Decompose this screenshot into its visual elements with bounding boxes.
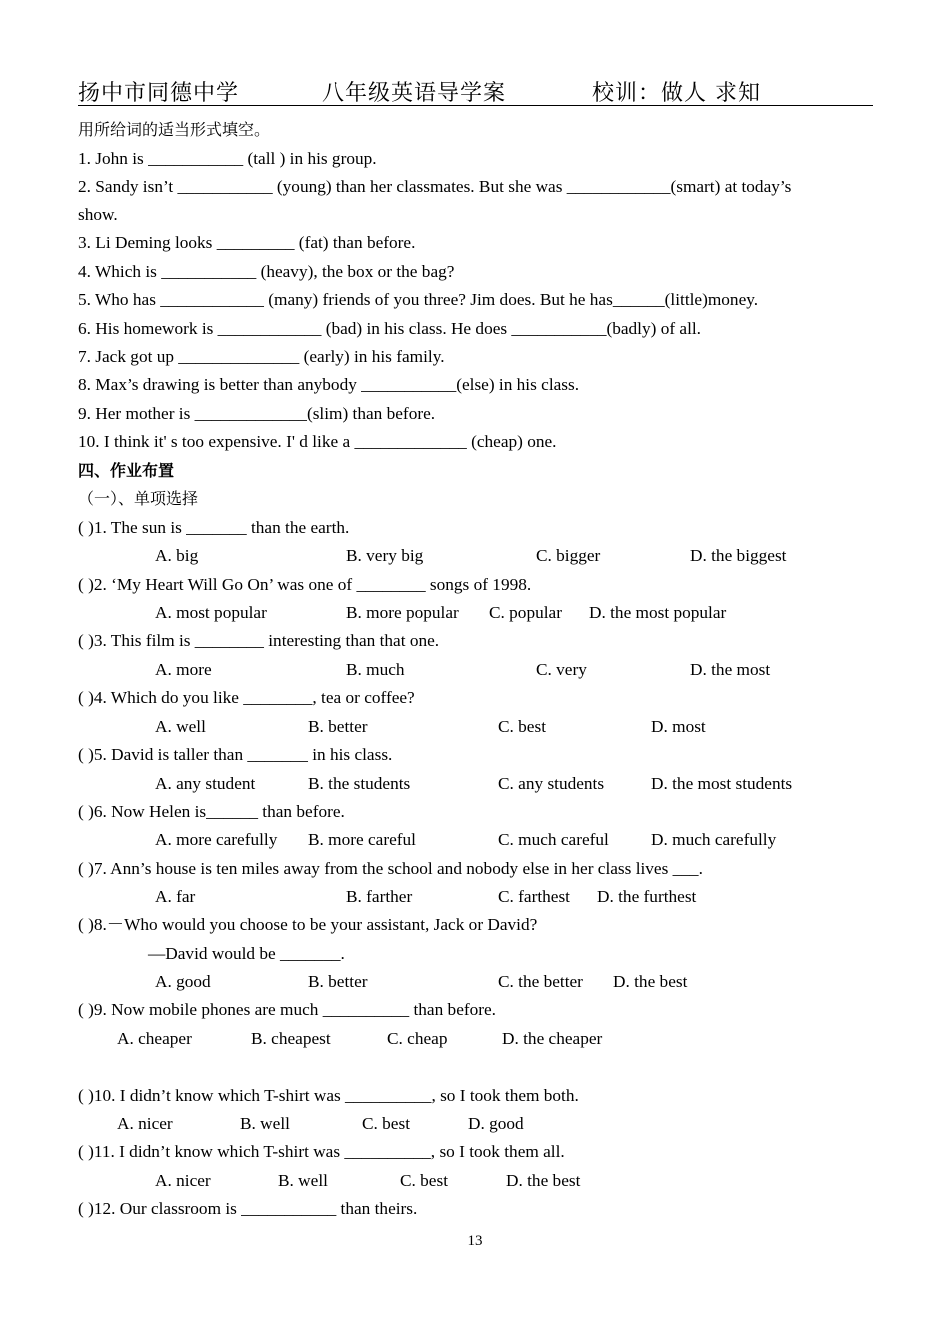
- option-a: A. big: [155, 546, 199, 565]
- option-d: D. the most: [690, 660, 771, 679]
- option-c: C. popular: [489, 603, 562, 622]
- page-number: 13: [467, 1233, 483, 1249]
- fill-item: 2. Sandy isn’t ___________ (young) than her classmates. But she was ____________(smart) at today’s: [78, 177, 792, 196]
- option-a: A. most popular: [155, 603, 267, 622]
- option-c: C. cheap: [387, 1029, 448, 1048]
- option-a: A. any student: [155, 774, 256, 793]
- fill-item: 5. Who has ____________ (many) friends of you three? Jim does. But he has______(little)money.: [78, 290, 759, 309]
- option-b: B. better: [308, 717, 368, 736]
- school-motto: 校训：做人 求知: [592, 81, 761, 106]
- option-b: B. much: [346, 660, 405, 679]
- fill-instruction: 用所给词的适当形式填空。: [78, 120, 271, 139]
- homework-subtitle: （一）、单项选择: [78, 489, 199, 508]
- fill-item: 9. Her mother is _____________(slim) than before.: [78, 404, 436, 423]
- fill-item: 7. Jack got up ______________ (early) in his family.: [78, 347, 445, 366]
- option-c: C. best: [400, 1171, 449, 1190]
- option-a: A. more carefully: [155, 830, 278, 849]
- option-d: D. the biggest: [690, 546, 787, 565]
- option-a: A. nicer: [117, 1114, 173, 1133]
- question-10: ( )10. I didn’t know which T-shirt was __________, so I took them both.: [78, 1086, 579, 1105]
- fill-item: 1. John is ___________ (tall ) in his group.: [78, 149, 377, 168]
- option-c: C. bigger: [536, 546, 601, 565]
- option-d: D. the best: [506, 1171, 581, 1190]
- option-b: B. very big: [346, 546, 424, 565]
- option-d: D. the most students: [651, 774, 793, 793]
- option-d: D. the cheaper: [502, 1029, 603, 1048]
- fill-item: 10. I think it' s too expensive. I' d like a _____________ (cheap) one.: [78, 432, 557, 451]
- option-b: B. more careful: [308, 830, 416, 849]
- school-name: 扬中市同德中学: [78, 81, 240, 106]
- question-4: ( )4. Which do you like ________, tea or coffee?: [78, 688, 415, 707]
- option-b: B. more popular: [346, 603, 459, 622]
- option-b: B. the students: [308, 774, 411, 793]
- question-8-answer-line: —David would be _______.: [148, 944, 345, 963]
- option-a: A. nicer: [155, 1171, 211, 1190]
- option-c: C. best: [362, 1114, 411, 1133]
- option-c: C. best: [498, 717, 547, 736]
- option-c: C. the better: [498, 972, 583, 991]
- fill-item: 3. Li Deming looks _________ (fat) than before.: [78, 233, 416, 252]
- question-1: ( )1. The sun is _______ than the earth.: [78, 518, 350, 537]
- option-a: A. more: [155, 660, 212, 679]
- option-a: A. cheaper: [117, 1029, 192, 1048]
- option-d: D. much carefully: [651, 830, 777, 849]
- fill-item: 4. Which is ___________ (heavy), the box or the bag?: [78, 262, 455, 281]
- option-d: D. the best: [613, 972, 688, 991]
- question-7: ( )7. Ann’s house is ten miles away from the school and nobody else in her class lives ___.: [78, 859, 703, 878]
- option-d: D. the furthest: [597, 887, 697, 906]
- option-a: A. far: [155, 887, 196, 906]
- option-c: C. farthest: [498, 887, 570, 906]
- question-9: ( )9. Now mobile phones are much __________ than before.: [78, 1000, 497, 1019]
- option-d: D. most: [651, 717, 706, 736]
- question-2: ( )2. ‘My Heart Will Go On’ was one of ________ songs of 1998.: [78, 575, 532, 594]
- option-b: B. better: [308, 972, 368, 991]
- option-d: D. the most popular: [589, 603, 727, 622]
- question-12: ( )12. Our classroom is ___________ than theirs.: [78, 1199, 418, 1218]
- course-title: 八年级英语导学案: [322, 81, 507, 106]
- question-11: ( )11. I didn’t know which T-shirt was __________, so I took them all.: [78, 1142, 565, 1161]
- option-c: C. much careful: [498, 830, 609, 849]
- fill-item: 6. His homework is ____________ (bad) in his class. He does ___________(badly) of all.: [78, 319, 702, 338]
- question-5: ( )5. David is taller than _______ in his class.: [78, 745, 393, 764]
- option-d: D. good: [468, 1114, 524, 1133]
- fill-item: 8. Max’s drawing is better than anybody ___________(else) in his class.: [78, 375, 580, 394]
- page-header: [78, 72, 873, 106]
- fill-item: show.: [78, 205, 118, 224]
- option-a: A. well: [155, 717, 206, 736]
- option-c: C. very: [536, 660, 587, 679]
- option-b: B. well: [278, 1171, 328, 1190]
- option-a: A. good: [155, 972, 211, 991]
- option-b: B. farther: [346, 887, 413, 906]
- option-c: C. any students: [498, 774, 605, 793]
- question-8: ( )8.－Who would you choose to be your assistant, Jack or David?: [78, 915, 538, 934]
- option-b: B. cheapest: [251, 1029, 331, 1048]
- homework-title: 四、作业布置: [78, 461, 175, 480]
- question-3: ( )3. This film is ________ interesting than that one.: [78, 631, 440, 650]
- question-6: ( )6. Now Helen is______ than before.: [78, 802, 345, 821]
- option-b: B. well: [240, 1114, 290, 1133]
